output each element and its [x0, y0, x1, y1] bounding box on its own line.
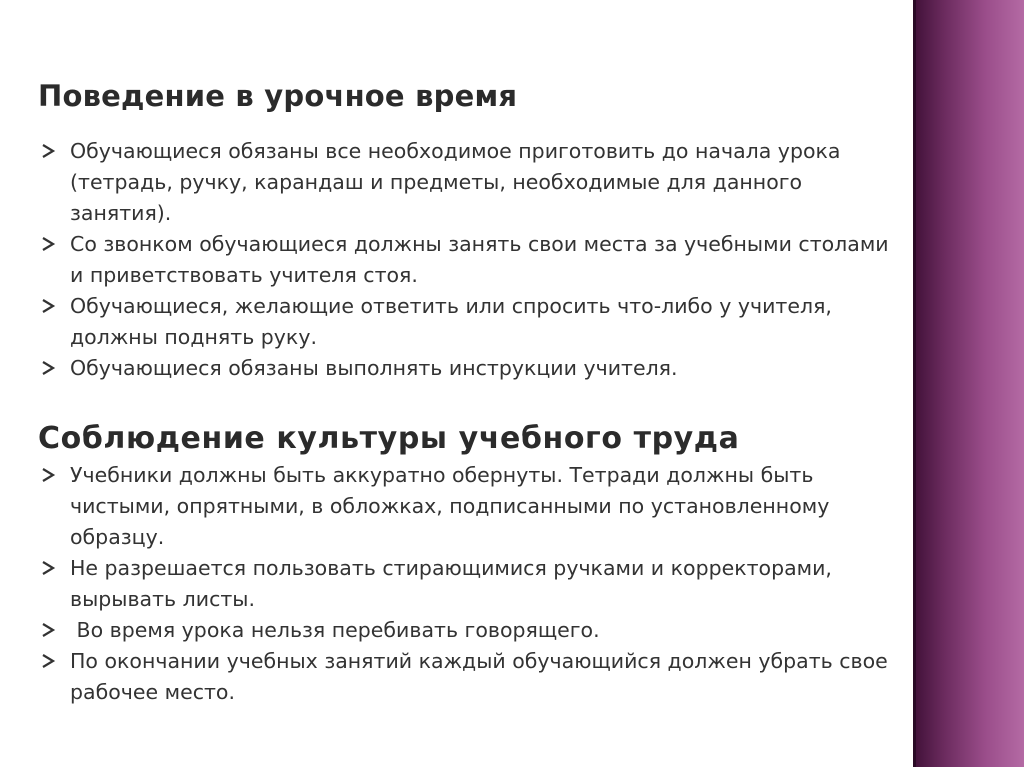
arrowhead-bullet-icon [39, 230, 59, 258]
conduct-list [38, 136, 908, 384]
arrowhead-bullet-icon [39, 647, 59, 675]
list-item-text: По окончании учебных занятий каждый обучающийся должен убрать свое рабочее место. [70, 649, 888, 704]
section-title-conduct: Поведение в урочное время [38, 79, 518, 113]
list-item [38, 229, 908, 291]
arrowhead-bullet-icon [39, 354, 59, 382]
list-item-text: Не разрешается пользовать стирающимися ручками и корректорами, вырывать листы. [70, 556, 832, 611]
arrowhead-bullet-icon [39, 461, 59, 489]
arrowhead-bullet-icon [39, 292, 59, 320]
list-item [38, 615, 908, 646]
list-item [38, 353, 908, 384]
decorative-side-band [913, 0, 1024, 767]
slide-content [38, 72, 908, 708]
list-item-text: Учебники должны быть аккуратно обернуты. Тетради должны быть чистыми, опрятными, в обложках, подписанными по установленному образцу. [70, 463, 830, 549]
list-item [38, 136, 908, 229]
list-item-text: Во время урока нельзя перебивать говорящего. [70, 618, 600, 642]
list-item-text: Обучающиеся обязаны все необходимое приготовить до начала урока (тетрадь, ручку, карандаш и предметы, необходимые для данного занятия). [70, 139, 841, 225]
section-title-study-culture: Соблюдение культуры учебного труда [38, 421, 740, 456]
list-item [38, 460, 908, 553]
list-item [38, 646, 908, 708]
study-culture-list [38, 460, 908, 708]
list-item-text: Со звонком обучающиеся должны занять свои места за учебными столами и приветствовать учителя стоя. [70, 232, 889, 287]
list-item [38, 553, 908, 615]
arrowhead-bullet-icon [39, 137, 59, 165]
arrowhead-bullet-icon [39, 616, 59, 644]
arrowhead-bullet-icon [39, 554, 59, 582]
list-item [38, 291, 908, 353]
list-item-text: Обучающиеся, желающие ответить или спросить что-либо у учителя, должны поднять руку. [70, 294, 832, 349]
list-item-text: Обучающиеся обязаны выполнять инструкции учителя. [70, 356, 678, 380]
